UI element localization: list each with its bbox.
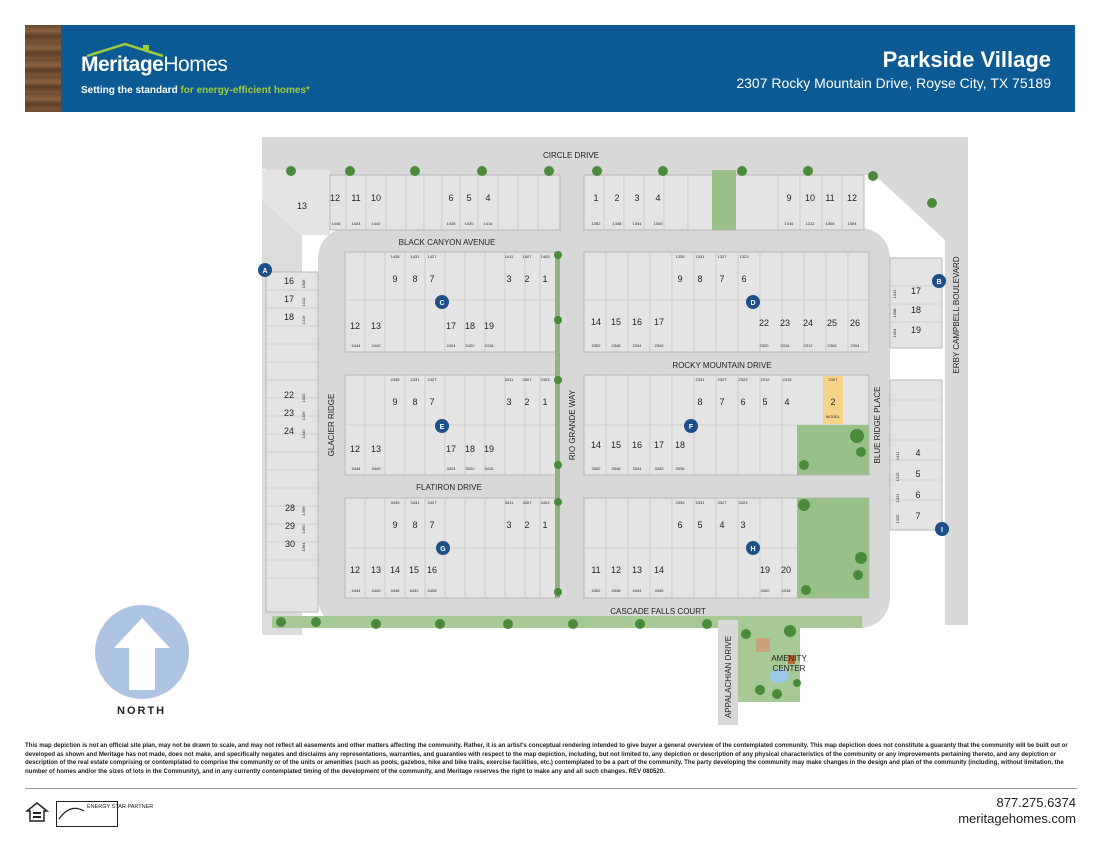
lot-number[interactable]: 15 — [408, 565, 420, 575]
lot-address: 1440 — [371, 221, 381, 226]
lot-number[interactable]: 9 — [677, 274, 683, 284]
block-tag-b[interactable] — [932, 274, 946, 288]
lot-address: 1332 — [301, 393, 306, 403]
lot-address: 2424 — [446, 343, 456, 348]
lot-number[interactable]: 14 — [590, 440, 602, 450]
lot-number[interactable]: 13 — [370, 321, 382, 331]
lot-address: 1420 — [464, 221, 474, 226]
lot-address: 4432 — [409, 588, 419, 593]
lot-number[interactable]: 12 — [329, 193, 341, 203]
lot-number[interactable]: 5 — [466, 193, 472, 203]
lot-number[interactable]: 18 — [910, 305, 922, 315]
lot-address: 1344 — [632, 221, 642, 226]
erby-campbell-road — [945, 137, 968, 625]
lot-number[interactable]: 2 — [830, 397, 836, 407]
lot-address: 3327 — [717, 500, 727, 505]
lot-address: 2403 — [540, 377, 550, 382]
svg-text:F: F — [688, 424, 694, 431]
lot-address: 2316 — [780, 343, 790, 348]
lot-number[interactable]: 10 — [804, 193, 816, 203]
street-label-appalachian: APPALACHIAN DRIVE — [724, 635, 733, 719]
lot-number[interactable]: 10 — [370, 193, 382, 203]
lot-number[interactable]: 13 — [296, 201, 308, 211]
lot-number[interactable]: 3 — [506, 520, 512, 530]
lot-number[interactable]: 16 — [283, 276, 295, 286]
street-label-rio-grande: RIO GRANDE WAY — [568, 389, 577, 461]
lot-number[interactable]: 7 — [429, 520, 435, 530]
lot-address: 1335 — [675, 254, 685, 259]
lot-address: 2407 — [522, 377, 532, 382]
lot-address: 2435 — [390, 377, 400, 382]
lot-address: 1336 — [301, 411, 306, 421]
lot-number[interactable]: 13 — [370, 565, 382, 575]
block-tag-d[interactable] — [746, 295, 760, 309]
lot-address: 4440 — [371, 588, 381, 593]
lot-number[interactable]: 11 — [591, 565, 601, 575]
pavilion-icon — [756, 638, 770, 652]
lot-address: 1416 — [483, 221, 493, 226]
lot-address: 3336 — [675, 466, 685, 471]
block-tag-g[interactable] — [436, 541, 450, 555]
lot-address: 4348 — [611, 588, 621, 593]
street-label-circle: CIRCLE DRIVE — [542, 151, 600, 160]
lot-address: 1411 — [895, 451, 900, 461]
svg-text:E: E — [439, 424, 445, 431]
lot-number[interactable]: 20 — [780, 565, 792, 575]
lot-address: 3344 — [632, 466, 642, 471]
lot-number[interactable]: 3 — [506, 397, 512, 407]
amenity-label-line1: AMENITY — [771, 654, 807, 663]
lot-address: 3348 — [611, 466, 621, 471]
lot-address: 3335 — [675, 500, 685, 505]
lot-address: 2323 — [738, 377, 748, 382]
circle-drive-road — [262, 137, 968, 169]
lot-number[interactable]: 6 — [741, 274, 747, 284]
park-h — [797, 498, 869, 598]
lot-address: 4320 — [760, 588, 770, 593]
lot-address: 4316 — [781, 588, 791, 593]
lot-address: 3352 — [591, 466, 601, 471]
lot-address: 1327 — [717, 254, 727, 259]
lot-address: 1360 — [301, 524, 306, 534]
lot-number[interactable]: 2 — [524, 397, 530, 407]
lot-address: 1308 — [825, 221, 835, 226]
lot-address: 1340 — [301, 429, 306, 439]
lot-address: 2440 — [371, 343, 381, 348]
lot-address: 1315 — [895, 472, 900, 482]
lot-number[interactable]: 16 — [426, 565, 438, 575]
lot-number[interactable]: 8 — [412, 397, 418, 407]
lot-number[interactable]: 18 — [674, 440, 686, 450]
lot-number[interactable]: 17 — [910, 286, 922, 296]
block-north-west — [330, 175, 560, 230]
lot-address: 4344 — [632, 588, 642, 593]
lot-number[interactable]: 2 — [524, 520, 530, 530]
lot-number[interactable]: 17 — [283, 294, 295, 304]
tagline-green: for energy-efficient homes* — [180, 85, 310, 96]
lot-address: 2327 — [717, 377, 727, 382]
lot-address: 4428 — [427, 588, 437, 593]
model-label: MODEL — [825, 414, 841, 419]
block-tag-i[interactable] — [935, 522, 949, 536]
lot-address: 1316 — [301, 315, 306, 325]
lot-address: 2427 — [427, 377, 437, 382]
lot-number[interactable]: 14 — [590, 317, 602, 327]
lot-address: 4444 — [351, 588, 361, 593]
disclaimer-text: This map depiction is not an official site plan, may not be drawn to scale, and may not reflect all easements and other matters affecting the community. Rather, it is an artist's conceptual rendering intended to give buyer a general overview of the contemplated community. This map depiction does not constitute a guaranty that the community will be built out or developed as shown and Meritage has not made, does not make, and specifically negates and disclaims any representations, warranties, and guaranties with respect to the map depiction, including, but not limited to, any depiction or description of any physical characteristics of the community or any improvements pertaining thereto, and any depiction or description of the real estate comprising or contemplated to comprise the community or of the units or amenities (such as pools, gazebos, hike and bike trails, exercise facilities, etc.) contemplated to be a part of the community. The party developing the community may make changes in the design and plan of the community (including, without limitation, the number of homes and/or the sizes of lots in the Community), and in any currently contemplated timing of the development of the community, and Meritage reserves the right to make any and all such changes. REV 080520. — [25, 742, 1068, 775]
lot-address: 1411 — [504, 254, 514, 259]
svg-text:A: A — [262, 268, 268, 275]
lot-number[interactable]: 4 — [915, 448, 921, 458]
lot-address: 4352 — [591, 588, 601, 593]
lot-address: 2411 — [504, 377, 514, 382]
brand-name: Meritage — [81, 53, 164, 76]
lot-address: 2304 — [850, 343, 860, 348]
lot-number[interactable]: 2 — [524, 274, 530, 284]
lot-address: 2312 — [803, 343, 813, 348]
lot-number[interactable]: 17 — [445, 444, 457, 454]
lot-number[interactable]: 23 — [283, 408, 295, 418]
lot-address: 2344 — [632, 343, 642, 348]
lot-number[interactable]: 25 — [826, 318, 838, 328]
lot-number[interactable]: 19 — [759, 565, 771, 575]
lot-number[interactable]: 17 — [445, 321, 457, 331]
lot-number[interactable]: 11 — [825, 193, 835, 203]
lot-address: 2308 — [827, 343, 837, 348]
lot-address: 1308 — [301, 279, 306, 289]
lot-address: 1435 — [390, 254, 400, 259]
lot-number[interactable]: 24 — [283, 426, 295, 436]
lot-number[interactable]: 17 — [653, 440, 665, 450]
svg-text:G: G — [440, 546, 446, 553]
lot-address: 1312 — [892, 289, 897, 299]
svg-text:H: H — [750, 546, 756, 553]
lot-number[interactable]: 30 — [284, 539, 296, 549]
street-label-cascade-falls: CASCADE FALLS COURT — [610, 607, 706, 616]
lot-number[interactable]: 7 — [719, 397, 725, 407]
lot-number[interactable]: 12 — [610, 565, 622, 575]
lot-address: 1352 — [591, 221, 601, 226]
lot-address: 1356 — [301, 506, 306, 516]
lot-number[interactable]: 15 — [610, 317, 622, 327]
north-arrow-icon — [95, 605, 189, 699]
lot-number[interactable]: 3 — [506, 274, 512, 284]
lot-number[interactable]: 6 — [448, 193, 454, 203]
lot-address: 1427 — [427, 254, 437, 259]
lot-number[interactable]: 8 — [412, 274, 418, 284]
lot-address: 3407 — [522, 500, 532, 505]
lot-address: 2348 — [611, 343, 621, 348]
block-tag-e[interactable] — [435, 419, 449, 433]
lot-address: 1312 — [805, 221, 815, 226]
equal-housing-icon — [25, 801, 49, 823]
lot-number[interactable]: 16 — [631, 440, 643, 450]
lot-number[interactable]: 14 — [389, 565, 401, 575]
street-label-blue-ridge: BLUE RIDGE PLACE — [873, 386, 882, 464]
lot-number[interactable]: 4 — [784, 397, 790, 407]
svg-text:D: D — [750, 300, 756, 307]
lot-address: 3435 — [390, 500, 400, 505]
lot-address: 1316 — [784, 221, 794, 226]
lot-number[interactable]: 22 — [283, 390, 295, 400]
lot-number[interactable]: 7 — [429, 274, 435, 284]
lot-address: 2420 — [465, 343, 475, 348]
lot-number[interactable]: 4 — [655, 193, 661, 203]
lot-number[interactable]: 2 — [614, 193, 620, 203]
svg-text:I: I — [941, 527, 943, 534]
lot-address: 1340 — [653, 221, 663, 226]
lot-number[interactable]: 18 — [464, 444, 476, 454]
website-link[interactable]: meritagehomes.com — [958, 811, 1076, 826]
lot-address: 1304 — [847, 221, 857, 226]
lot-number[interactable]: 26 — [849, 318, 861, 328]
lot-number[interactable]: 6 — [677, 520, 683, 530]
lot-number[interactable]: 1 — [542, 397, 548, 407]
svg-text:C: C — [439, 300, 445, 307]
block-tag-f[interactable] — [684, 419, 698, 433]
lot-number[interactable]: 18 — [283, 312, 295, 322]
lot-address: 1325 — [895, 514, 900, 524]
lot-number[interactable]: 8 — [697, 397, 703, 407]
lot-address: 1448 — [331, 221, 341, 226]
phone-number[interactable]: 877.275.6374 — [996, 795, 1076, 810]
energy-star-label: ENERGY STAR PARTNER — [87, 804, 154, 810]
energy-star-logo — [56, 801, 154, 827]
lot-number[interactable]: 13 — [370, 444, 382, 454]
lot-number[interactable]: 4 — [485, 193, 491, 203]
community-name: Parkside Village — [882, 47, 1051, 72]
lot-address: 2416 — [484, 343, 494, 348]
lot-number[interactable]: 15 — [610, 440, 622, 450]
svg-text:B: B — [936, 279, 942, 286]
lot-number[interactable]: 7 — [915, 511, 921, 521]
lot-address: 1431 — [410, 254, 420, 259]
lot-number[interactable]: 17 — [653, 317, 665, 327]
lot-number[interactable]: 11 — [351, 193, 361, 203]
lot-address: 2320 — [759, 343, 769, 348]
lot-number[interactable]: 28 — [284, 503, 296, 513]
lot-address: 3431 — [410, 500, 420, 505]
lot-number[interactable]: 9 — [392, 397, 398, 407]
lot-address: 1348 — [612, 221, 622, 226]
block-tag-c[interactable] — [435, 295, 449, 309]
lot-address: 3411 — [504, 500, 514, 505]
lot-number[interactable]: 5 — [915, 469, 921, 479]
lot-address: 4340 — [654, 588, 664, 593]
lot-number[interactable]: 1 — [542, 274, 548, 284]
lot-number[interactable]: 3 — [634, 193, 640, 203]
street-label-flatiron: FLATIRON DRIVE — [416, 483, 482, 492]
amenity-label-line2: CENTER — [772, 664, 806, 673]
lot-address: 1428 — [446, 221, 456, 226]
lot-address: 3331 — [695, 500, 705, 505]
lot-address: 3427 — [427, 500, 437, 505]
lot-address: 3444 — [351, 466, 361, 471]
footer-divider — [25, 788, 1077, 789]
lot-number[interactable]: 29 — [284, 521, 296, 531]
street-label-black-canyon: BLACK CANYON AVENUE — [398, 238, 496, 247]
lot-address: 3420 — [465, 466, 475, 471]
lot-number[interactable]: 4 — [719, 520, 725, 530]
lot-address: 2352 — [591, 343, 601, 348]
lot-address: 3403 — [540, 500, 550, 505]
lot-address: 1403 — [540, 254, 550, 259]
lot-number[interactable]: 19 — [910, 325, 922, 335]
lot-number[interactable]: 5 — [762, 397, 768, 407]
lot-number[interactable]: 9 — [786, 193, 792, 203]
lot-address: 3440 — [371, 466, 381, 471]
lot-address: 2319 — [760, 377, 770, 382]
lot-number[interactable]: 1 — [593, 193, 599, 203]
block-a — [266, 272, 318, 612]
lot-number[interactable]: 7 — [429, 397, 435, 407]
green-strip-north — [712, 170, 736, 230]
lot-address: 2315 — [782, 377, 792, 382]
lot-address: 2331 — [695, 377, 705, 382]
lot-number[interactable]: 12 — [846, 193, 858, 203]
lot-number[interactable]: 1 — [542, 520, 548, 530]
lot-address: 3416 — [484, 466, 494, 471]
lot-number[interactable]: 5 — [697, 520, 703, 530]
lot-number[interactable]: 13 — [631, 565, 643, 575]
lot-number[interactable]: 18 — [464, 321, 476, 331]
lot-number[interactable]: 12 — [349, 565, 361, 575]
lot-number[interactable]: 22 — [758, 318, 770, 328]
lot-address: 1331 — [695, 254, 705, 259]
community-address: 2307 Rocky Mountain Drive, Royse City, TX 75189 — [736, 75, 1051, 91]
brand-suffix: Homes — [163, 53, 228, 76]
lot-address: 3323 — [738, 500, 748, 505]
lot-number[interactable]: 7 — [719, 274, 725, 284]
block-tag-a[interactable] — [258, 263, 272, 277]
lot-address: 2431 — [410, 377, 420, 382]
lot-address: 1312 — [301, 297, 306, 307]
lot-address: 1321 — [895, 493, 900, 503]
lot-number[interactable]: 9 — [392, 274, 398, 284]
lot-number[interactable]: 6 — [915, 490, 921, 500]
lot-address: 2340 — [654, 343, 664, 348]
lot-number[interactable]: 12 — [349, 444, 361, 454]
lot-number[interactable]: 24 — [802, 318, 814, 328]
lot-address: 1304 — [892, 328, 897, 338]
lot-number[interactable]: 14 — [653, 565, 665, 575]
north-label: NORTH — [117, 705, 167, 717]
lot-number[interactable]: 23 — [779, 318, 791, 328]
lot-address: 1364 — [301, 542, 306, 552]
lot-address: 2307 — [828, 377, 838, 382]
lot-number[interactable]: 3 — [740, 520, 746, 530]
lot-number[interactable]: 16 — [631, 317, 643, 327]
lot-address: 1444 — [351, 221, 361, 226]
median-rio-grande — [555, 252, 560, 598]
street-label-glacier-ridge: GLACIER RIDGE — [327, 393, 336, 457]
lot-number[interactable]: 8 — [697, 274, 703, 284]
lot-number[interactable]: 19 — [483, 321, 495, 331]
tagline-bold: Setting the standard — [81, 85, 178, 96]
lot-number[interactable]: 6 — [740, 397, 746, 407]
lot-address: 1323 — [739, 254, 749, 259]
lot-address: 1308 — [892, 308, 897, 318]
lot-address: 3340 — [654, 466, 664, 471]
street-label-erby-campbell: ERBY CAMPBELL BOULEVARD — [952, 256, 961, 374]
lot-address: 2444 — [351, 343, 361, 348]
lot-address: 4436 — [390, 588, 400, 593]
lot-address: 3424 — [446, 466, 456, 471]
street-label-rocky-mountain: ROCKY MOUNTAIN DRIVE — [672, 361, 772, 370]
lot-number[interactable]: 12 — [349, 321, 361, 331]
lot-address: 1407 — [522, 254, 532, 259]
lot-number[interactable]: 9 — [392, 520, 398, 530]
lot-number[interactable]: 19 — [483, 444, 495, 454]
block-tag-h[interactable] — [746, 541, 760, 555]
lot-number[interactable]: 8 — [412, 520, 418, 530]
